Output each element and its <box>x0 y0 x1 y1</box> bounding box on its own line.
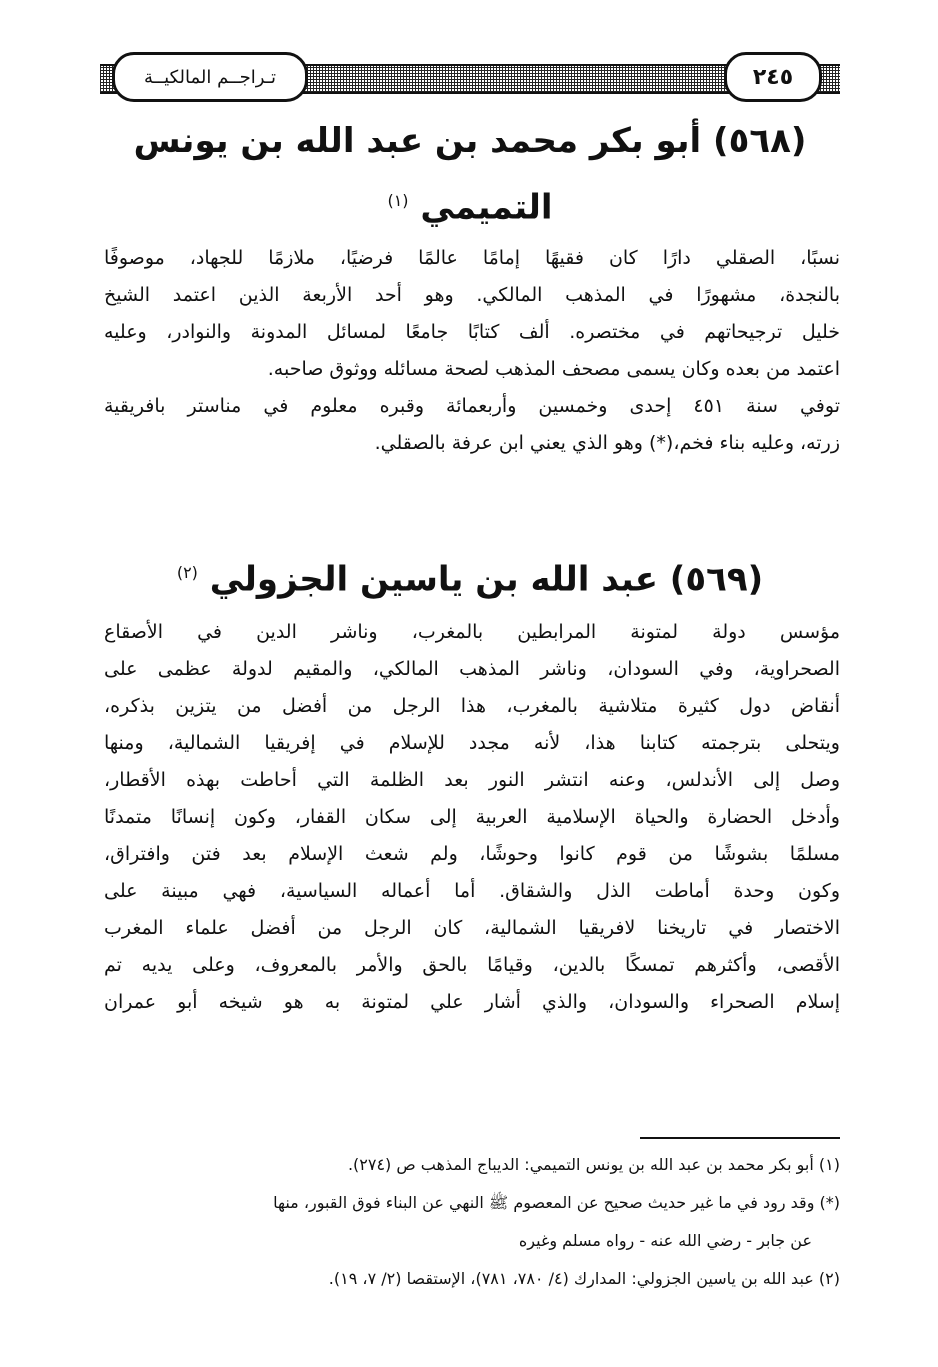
entry-568-title <box>100 112 840 170</box>
running-title: تـراجــم المالكيــة <box>112 52 308 102</box>
footnote-2: (٢) عبد الله بن ياسين الجزولي: المدارك (٤/ ٧٨٠، ٧٨١)، الإستقصا (٢/ ٧، ١٩). <box>328 1269 840 1288</box>
page-number: ٢٤٥ <box>724 52 822 102</box>
text-line: إسلام الصحراء والسودان، والذي أشار علي لمتونة به هو شيخه أبو عمران <box>104 991 840 1013</box>
text-line: اعتمد من بعده وكان يسمى مصحف المذهب لصحة مسائله ووثوق صاحبه. <box>267 358 840 380</box>
text-line: وأدخل الحضارة والحياة الإسلامية العربية إلى سكان القفار، وكون إنسانًا متمدنًا <box>104 806 840 828</box>
footnotes <box>104 1146 840 1298</box>
entry-569-title <box>100 542 840 610</box>
text-line: ويتحلى بترجمته كتابنا هذا، لأنه مجدد للإسلام في إفريقيا الشمالية، ومنها <box>104 732 840 754</box>
entry-568-text <box>104 240 840 462</box>
page-header <box>100 44 840 112</box>
footnote-star: (*) وقد رود في ما غير حديث صحيح عن المعصوم ﷺ النهي عن البناء فوق القبور، منها <box>273 1193 840 1212</box>
text-line: زرته، وعليه بناء فخم،(*) وهو الذي يعني ابن عرفة بالصقلي. <box>374 432 840 454</box>
text-line: نسبًا، الصقلي دارًا كان فقيهًا إمامًا عالمًا فرضيًا، ملازمًا للجهاد، موصوفًا <box>104 247 840 269</box>
text-line: وكون وحدة أماطت الذل والشقاق. أما أعماله السياسية، فهي مبينة على <box>104 880 840 902</box>
text-line: الصحراوية، وفي السودان، وناشر المذهب المالكي، والمقيم لدولة عظمى على <box>104 658 840 680</box>
text-line: الاختصار في تاريخنا لافريقيا الشمالية، كان الرجل من أفضل علماء المغرب <box>104 917 840 939</box>
footnote-star-cont: عن جابر - رضي الله عنه - رواه مسلم وغيره <box>518 1231 812 1250</box>
text-line: الأقصى، وأكثرهم تمسكًا بالدين، وقيامًا بالحق والأمر بالمعروف، وعلى يديه تم <box>104 954 840 976</box>
text-line: أنقاض دول كثيرة متلاشية بالمغرب، هذا الرجل من أفضل من يتزين بذكره، <box>104 695 840 717</box>
entry-568-title-line2: التميمي <box>420 187 553 228</box>
text-line: توفي سنة ٤٥١ إحدى وخمسين وأربعمائة وقبره معلوم في مناستر بافريقية <box>104 395 840 417</box>
footnote-ref-1[interactable]: (١) <box>387 191 409 210</box>
entry-569-text <box>104 614 840 1021</box>
entry-568-title-cont <box>100 172 840 236</box>
text-line: خليل ترجيحاتهم في مختصره. ألف كتابًا جامعًا لمسائل المدونة والنوادر، وعليه <box>104 321 840 343</box>
text-line: بالنجدة، مشهورًا في المذهب المالكي. وهو أحد الأربعة الذين اعتمد الشيخ <box>104 284 840 306</box>
entry-569-title-text: (٥٦٩) عبد الله بن ياسين الجزولي <box>209 559 764 600</box>
footnote-1: (١) أبو بكر محمد بن عبد الله بن يونس التميمي: الديباج المذهب ص (٢٧٤). <box>347 1155 840 1174</box>
text-line: وصل إلى الأندلس، وعنه انتشر النور بعد الظلمة التي أحاطت بهذه الأقطار، <box>104 769 840 791</box>
text-line: مؤسس دولة لمتونة المرابطين بالمغرب، وناشر الدين في الأصقاع <box>104 621 840 643</box>
footnote-separator <box>640 1137 840 1139</box>
text-line: مسلمًا بشوشًا من قوم كانوا وحوشًا، ولم شعث الإسلام بعد فتن وافتراق، <box>104 843 840 865</box>
footnote-ref-2[interactable]: (٢) <box>176 563 198 582</box>
entry-568-title-line1: (٥٦٨) أبو بكر محمد بن عبد الله بن يونس <box>133 121 807 161</box>
